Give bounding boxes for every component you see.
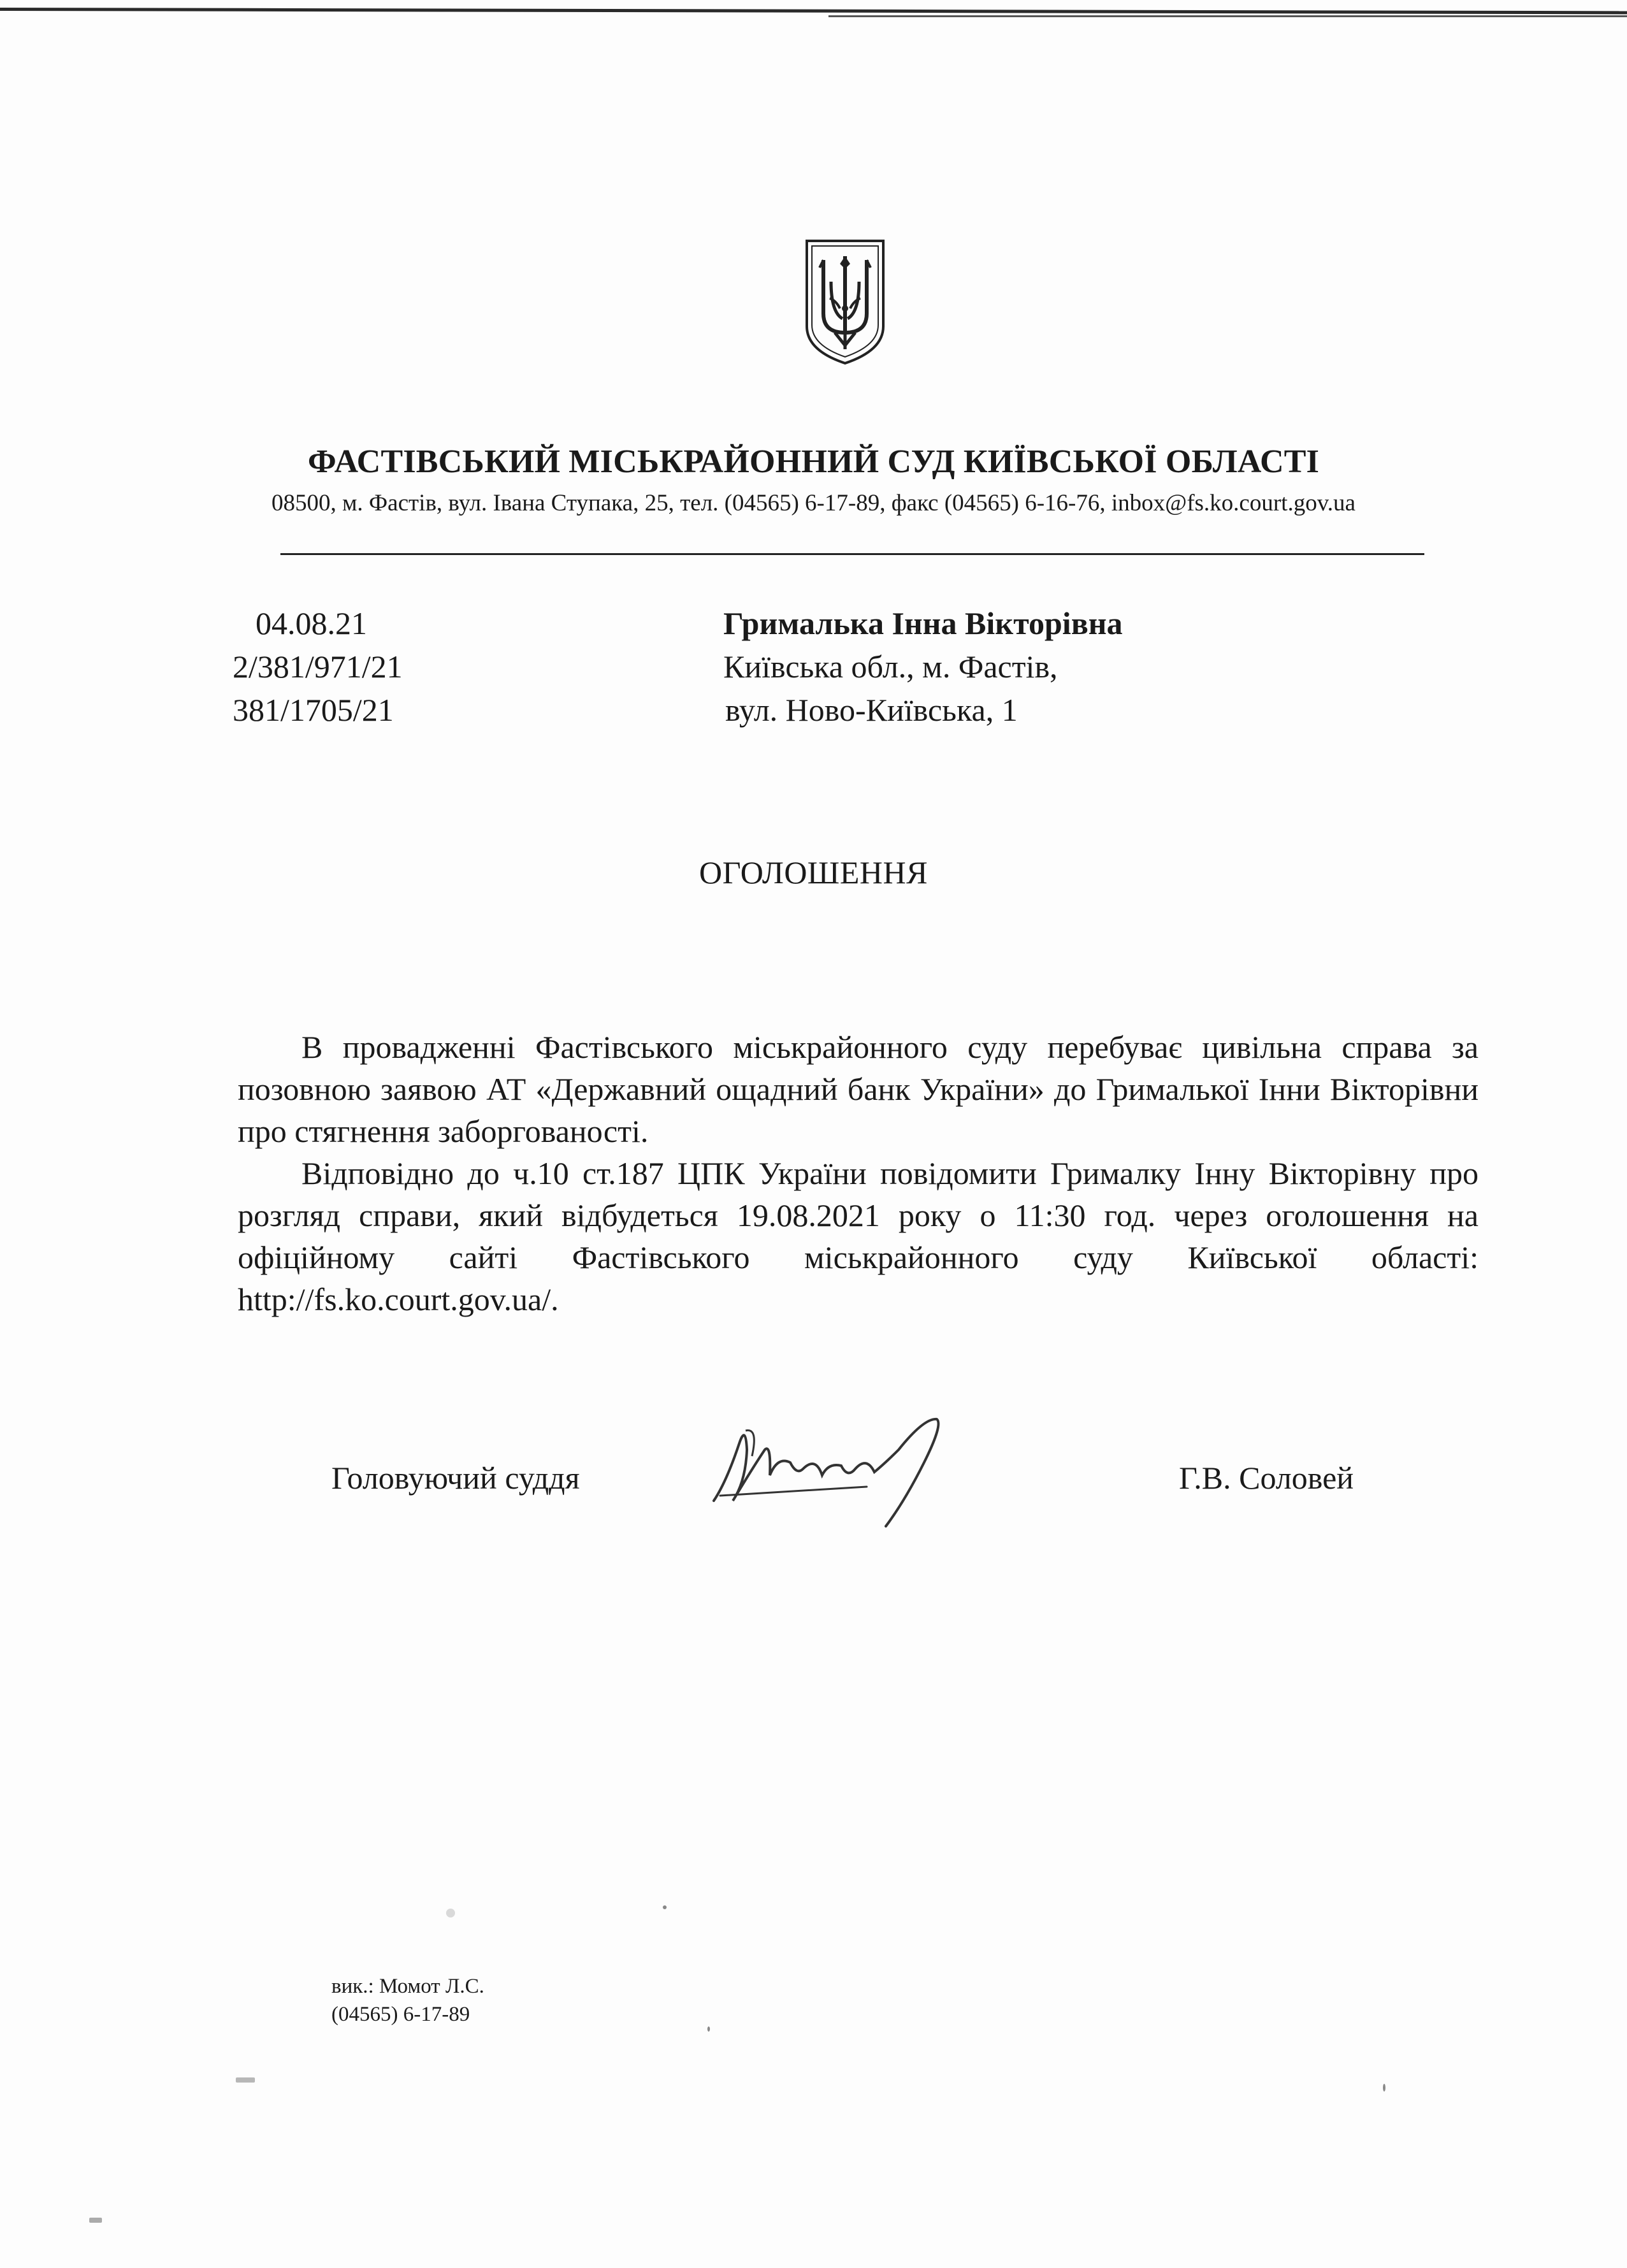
document-date: 04.08.21 <box>256 605 367 641</box>
scan-speck <box>663 1905 667 1909</box>
scan-speck <box>236 2077 255 2083</box>
court-name: ФАСТІВСЬКИЙ МІСЬКРАЙОННИЙ СУД КИЇВСЬКОЇ ОБЛАСТІ <box>307 444 1320 480</box>
scan-speck <box>1383 2084 1385 2091</box>
court-address: 08500, м. Фастів, вул. Івана Ступака, 25, тел. (04565) 6-17-89, факс (04565) 6-16-76, inbox@fs.ko.court.gov.ua <box>271 490 1356 516</box>
executor-name: вик.: Момот Л.С. <box>331 1975 484 1998</box>
scan-speck <box>707 2026 710 2032</box>
signer-name: Г.В. Соловей <box>1179 1460 1354 1496</box>
scan-speck <box>446 1909 455 1918</box>
document-references <box>233 602 403 732</box>
tryzub-coat-of-arms-icon <box>802 237 888 366</box>
notice-title: ОГОЛОШЕННЯ <box>699 855 928 890</box>
case-number: 2/381/971/21 <box>233 649 403 684</box>
recipient-block <box>723 602 1123 732</box>
signer-title: Головуючий суддя <box>331 1460 580 1496</box>
notice-paragraph-2: Відповідно до ч.10 ст.187 ЦПК України повідомити Грималку Інну Вікторівну про розгляд справи, який відбудеться 19.08.2021 року о 11:30 год. через оголошення на офіційному сайті Фастівського міськрайонного суду Київської області: http://fs.ko.court.gov.ua/. <box>238 1155 1479 1317</box>
notice-paragraph-1: В провадженні Фастівського міськрайонного суду перебуває цивільна справа за позовною заявою АТ «Державний ощадний банк України» до Грималької Інни Вікторівни про стягнення заборгованості. <box>238 1029 1479 1149</box>
outgoing-number: 381/1705/21 <box>233 692 394 728</box>
recipient-address-line1: Київська обл., м. Фастів, <box>723 649 1058 684</box>
executor-phone: (04565) 6-17-89 <box>331 2003 470 2026</box>
scan-edge <box>0 8 1627 14</box>
scan-speck <box>89 2218 102 2223</box>
header-divider <box>280 553 1424 555</box>
recipient-name: Грималька Інна Вікторівна <box>723 605 1123 641</box>
executor-block <box>331 1972 484 2028</box>
handwritten-signature <box>707 1405 1001 1533</box>
scan-edge <box>828 15 1627 17</box>
notice-body <box>238 1026 1479 1320</box>
recipient-address-line2: вул. Ново-Київська, 1 <box>725 692 1018 728</box>
